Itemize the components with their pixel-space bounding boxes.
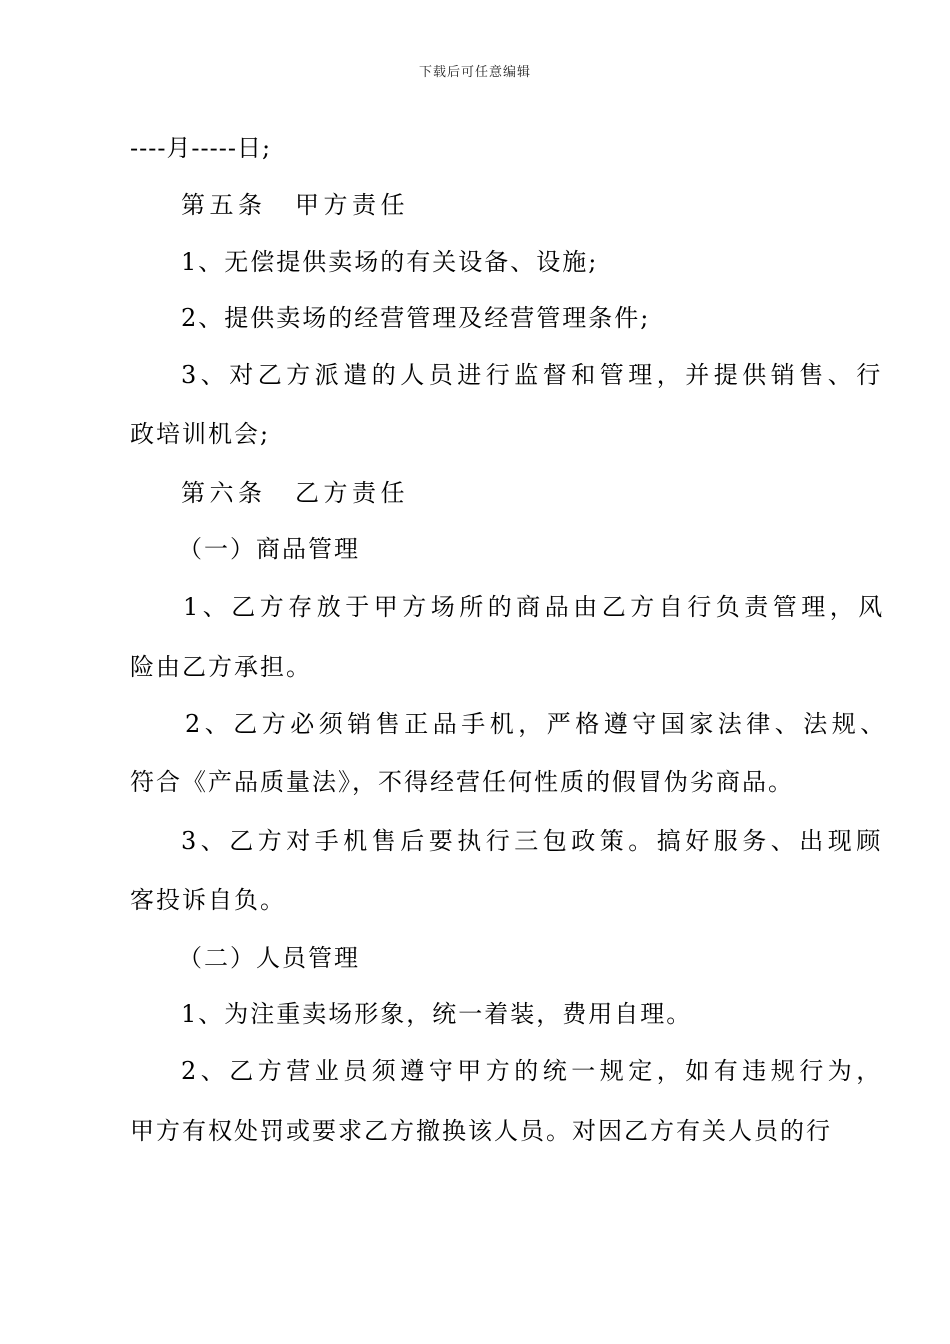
paragraph-line: 1、无偿提供卖场的有关设备、设施; [181,248,599,276]
paragraph-line: 2、提供卖场的经营管理及经营管理条件; [181,304,651,332]
paragraph-line: 3、对乙方派遣的人员进行监督和管理，并提供销售、行 [181,361,885,389]
paragraph-line: 3、乙方对手机售后要执行三包政策。搞好服务、出现顾 [181,827,885,855]
paragraph-line: 符合《产品质量法》，不得经营任何性质的假冒伪劣商品。 [130,768,794,796]
section-heading: 第五条 甲方责任 [181,191,409,219]
paragraph-line: 政培训机会; [130,420,271,448]
subsection-heading: （二）人员管理 [178,944,360,972]
paragraph-line: 1、乙方存放于甲方场所的商品由乙方自行负责管理，风 [183,593,887,621]
subsection-heading: （一）商品管理 [178,535,360,563]
paragraph-line: 2、乙方必须销售正品手机，严格遵守国家法律、法规、 [185,710,889,738]
paragraph-line: ----月-----日; [130,134,272,162]
paragraph-line: 险由乙方承担。 [130,653,312,681]
page-header: 下载后可任意编辑 [418,65,531,80]
paragraph-line: 客投诉自负。 [130,886,286,914]
paragraph-line: 2、乙方营业员须遵守甲方的统一规定，如有违规行为， [181,1057,885,1085]
paragraph-line: 甲方有权处罚或要求乙方撤换该人员。对因乙方有关人员的行 [130,1117,832,1145]
section-heading: 第六条 乙方责任 [181,479,409,507]
paragraph-line: 1、为注重卖场形象，统一着装，费用自理。 [181,1000,693,1028]
